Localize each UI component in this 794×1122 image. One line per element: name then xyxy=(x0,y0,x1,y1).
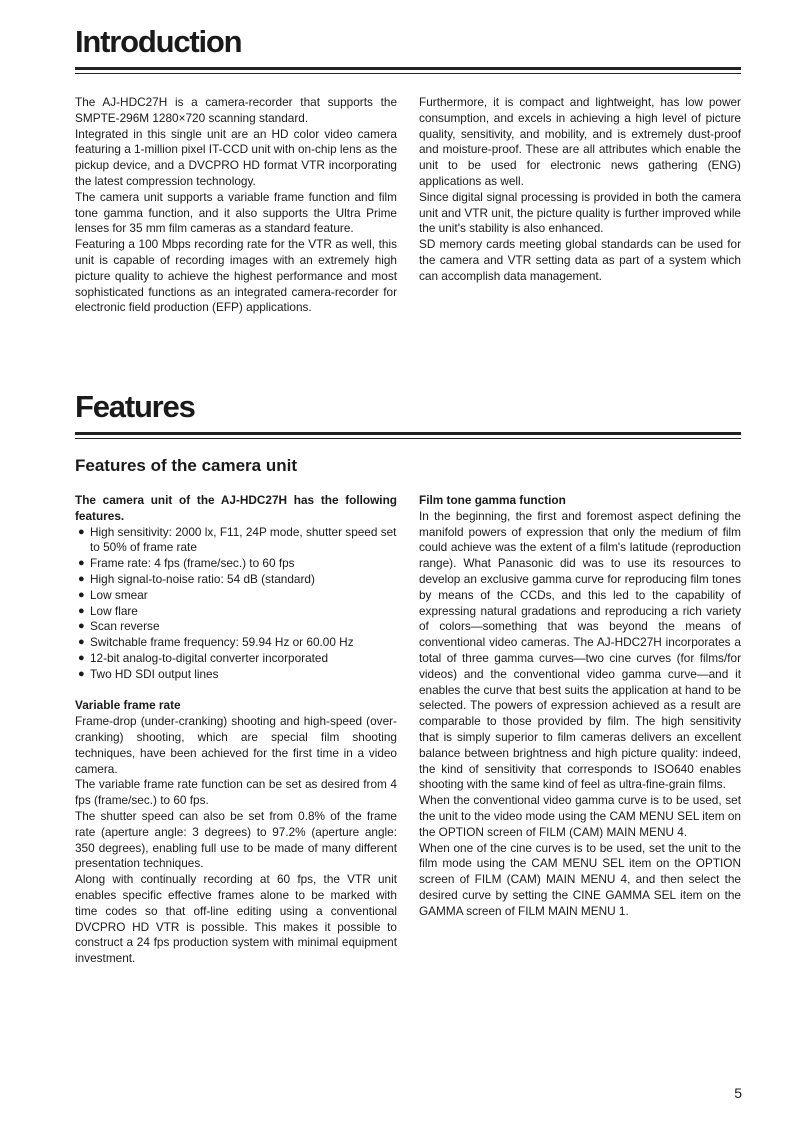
list-item-text: Scan reverse xyxy=(90,619,160,634)
film-tone-gamma-paragraph: In the beginning, the first and foremost aspect defining the manifold powers of expression that only the medium of film could achieve was the extent of a film's latitude (reproduction range). What Panasonic did was to use its resources to develop an exclusive gamma curve for reproducing film tones by means of the CCDs, and this led to the capability of expressing natural gradations and reproducing a rich variety of colors—something that was beyond the means of conventional video cameras. The AJ-HDC27H incorporates a total of three gamma curves—two cine curves (for films/for videos) and the conventional video gamma curve—and it enables the curve that best suits the application at hand to be selected. The powers of expression achieved as a result are comparable to those provided by film. The high sensitivity that is simply superior to film cameras delivers an excellent balance between brightness and high picture quality: indeed, the kind of sensitivity that corresponds to ISO640 enables shooting with the same kind of feel as ultra-fine-grain films. xyxy=(419,508,741,792)
film-tone-gamma-paragraph: When one of the cine curves is to be used, set the unit to the film mode using the CAM MENU SEL item on the OPTION screen of FILM (CAM) MAIN MENU 4, and then select the desired curve by setting the CINE GAMMA SEL item on the GAMMA screen of FILM MAIN MENU 1. xyxy=(419,840,741,918)
introduction-rule-thin xyxy=(75,73,741,74)
intro-paragraph: Furthermore, it is compact and lightweight, has low power consumption, and excels in achieving a high level of picture quality, sensitivity, and mobility, and is extremely dust-proof and moisture-proof. These are all attributes which enable the unit to be used for electronic news gathering (ENG) applications as well. xyxy=(419,95,741,188)
variable-frame-rate-paragraph: The shutter speed can also be set from 0.8% of the frame rate (aperture angle: 3 degrees) to 97.2% (aperture angle: 350 degrees), enabling full use to be made of many different presentation techniques. xyxy=(75,808,397,871)
page-number: 5 xyxy=(734,1085,742,1101)
bullet-icon: ● xyxy=(78,557,85,570)
intro-paragraph: SD memory cards meeting global standards can be used for the camera and VTR setting data as part of a system which can accomplish data management. xyxy=(419,237,741,283)
camera-unit-heading: The camera unit of the AJ-HDC27H has the following features. xyxy=(75,493,397,523)
list-item xyxy=(75,588,397,604)
list-item xyxy=(75,572,397,588)
introduction-title: Introduction xyxy=(75,24,242,59)
intro-paragraph: Since digital signal processing is provided in both the camera unit and VTR unit, the picture quality is further improved while the unit's stability is also enhanced. xyxy=(419,189,741,236)
film-tone-gamma-paragraph: When the conventional video gamma curve is to be used, set the unit to the video mode using the CAM MENU SEL item on the OPTION screen of FILM (CAM) MAIN MENU 4. xyxy=(419,793,741,839)
list-item xyxy=(75,651,397,667)
list-item xyxy=(75,635,397,651)
features-left-column xyxy=(75,493,397,967)
variable-frame-rate-paragraph: The variable frame rate function can be set as desired from 4 fps (frame/sec.) to 60 fps. xyxy=(75,777,397,808)
film-tone-gamma-heading: Film tone gamma function xyxy=(419,493,566,507)
list-item-text: Low smear xyxy=(90,587,148,602)
list-item xyxy=(75,619,397,635)
introduction-rule-thick xyxy=(75,67,741,70)
features-right-column xyxy=(419,493,741,920)
bullet-icon: ● xyxy=(78,667,85,680)
list-item-text: Two HD SDI output lines xyxy=(90,666,219,681)
bullet-icon: ● xyxy=(78,651,85,664)
variable-frame-rate-paragraph: Along with continually recording at 60 fps, the VTR unit enables specific effective frames alone to be marked with time codes so that off-line editing using a conventional DVCPRO HD VTR is possible. This makes it possible to construct a 24 fps production system with minimal equipment investment. xyxy=(75,872,397,966)
bullet-icon: ● xyxy=(78,620,85,633)
list-item-text: High signal-to-noise ratio: 54 dB (standard) xyxy=(90,571,315,586)
bullet-icon: ● xyxy=(78,525,85,538)
bullet-icon: ● xyxy=(78,636,85,649)
list-item-text: High sensitivity: 2000 lx, F11, 24P mode, shutter speed set to 50% of frame rate xyxy=(90,524,397,555)
list-item xyxy=(75,556,397,572)
features-title: Features xyxy=(75,389,195,424)
features-rule-thick xyxy=(75,432,741,435)
intro-paragraph: The AJ-HDC27H is a camera-recorder that supports the SMPTE-296M 1280×720 scanning standard. xyxy=(75,95,397,125)
features-rule-thin xyxy=(75,438,741,439)
list-item-text: 12-bit analog-to-digital converter incorporated xyxy=(90,650,329,665)
intro-paragraph: Integrated in this single unit are an HD color video camera featuring a 1-million pixel IT-CCD unit with on-chip lens as the pickup device, and a DVCPRO HD format VTR incorporating the latest compression technology. xyxy=(75,126,397,188)
list-item-text: Switchable frame frequency: 59.94 Hz or 60.00 Hz xyxy=(90,635,354,650)
introduction-left-column xyxy=(75,95,397,316)
list-item xyxy=(75,667,397,683)
variable-frame-rate-heading: Variable frame rate xyxy=(75,698,181,713)
intro-paragraph: The camera unit supports a variable frame function and film tone gamma function, and it also supports the Ultra Prime lenses for 35 mm film cameras as a standard feature. xyxy=(75,189,397,236)
camera-unit-feature-list xyxy=(75,525,397,683)
list-item xyxy=(75,525,397,557)
bullet-icon: ● xyxy=(78,588,85,601)
list-item-text: Frame rate: 4 fps (frame/sec.) to 60 fps xyxy=(90,556,295,571)
spacer xyxy=(75,683,397,699)
variable-frame-rate-paragraph: Frame-drop (under-cranking) shooting and high-speed (over-cranking) shooting, which are special film shooting techniques, have been achieved for the first time in a video camera. xyxy=(75,714,397,776)
bullet-icon: ● xyxy=(78,572,85,585)
list-item-text: Low flare xyxy=(90,603,138,618)
camera-unit-subsection-title: Features of the camera unit xyxy=(75,456,298,475)
introduction-right-column xyxy=(419,95,741,285)
bullet-icon: ● xyxy=(78,604,85,617)
list-item xyxy=(75,604,397,620)
intro-paragraph: Featuring a 100 Mbps recording rate for the VTR as well, this unit is capable of recording images with an extremely high picture quality to achieve the highest performance and most sophisticated functions as an integrated camera-recorder for electronic field production (EFP) applications. xyxy=(75,237,397,315)
